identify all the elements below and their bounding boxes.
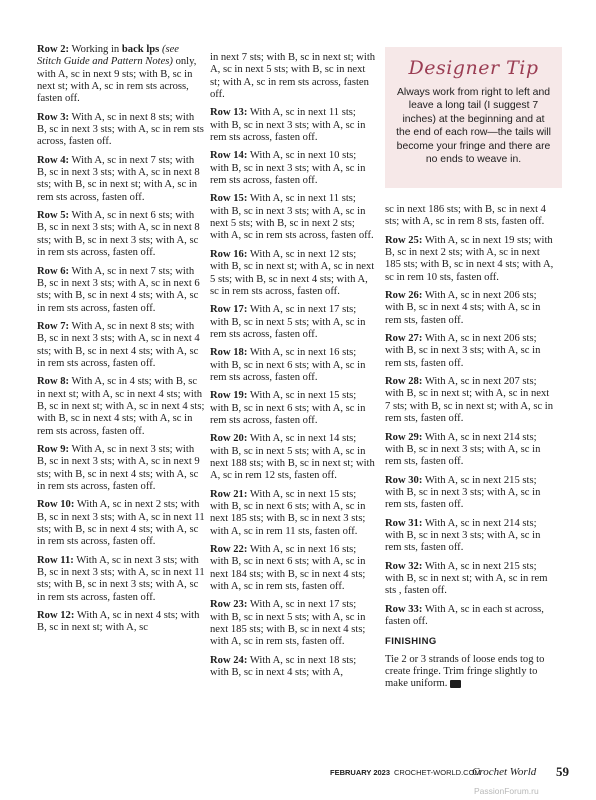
row-text: With A, sc in next 4 sts; with B, sc in next st; with A, sc <box>37 610 200 634</box>
row-label: Row 27: <box>385 333 423 345</box>
pattern-row <box>385 604 555 629</box>
page-footer <box>330 766 580 780</box>
pattern-row <box>37 555 205 604</box>
finishing-text: Tie 2 or 3 strands of loose ends tog to create fringe. Trim fringe slightly to make uniform. <box>385 653 545 690</box>
row-label: Row 14: <box>210 150 248 162</box>
pattern-row <box>37 376 205 438</box>
row-label: Row 33: <box>385 603 423 615</box>
pattern-row <box>210 390 376 427</box>
row-label: Row 8: <box>37 376 70 388</box>
row-text: (see Stitch Guide and Pattern Notes) <box>37 44 179 68</box>
row-text: With A, sc in next 15 sts; with B, sc in next 6 sts; with A, sc in next 185 sts; with B, sc in next 3 sts; with A, sc in rem 11 sts, fasten off. <box>210 488 366 537</box>
row-label: Row 21: <box>210 488 248 500</box>
pattern-row <box>210 150 376 187</box>
row-label: Row 2: <box>37 44 70 55</box>
end-mark-icon <box>450 680 461 688</box>
row-text: With A, sc in 4 sts; with B, sc in next st; with A, sc in next 4 sts; with B, sc in next st; with A, sc in next 4 sts; with B, sc in next 4 sts; with A, sc in rem sts across, fasten off. <box>37 376 205 437</box>
row-text: With A, sc in next 206 sts; with B, sc in next 4 sts; with A, sc in rem sts, fasten off. <box>385 290 541 326</box>
pattern-row <box>37 210 205 259</box>
text-column-right <box>385 204 555 697</box>
pattern-row <box>37 499 205 548</box>
row-label: Row 3: <box>37 111 70 123</box>
row-text: With A, sc in next 10 sts; with B, sc in next 3 sts; with A, sc in rem sts across, fasten off. <box>210 150 366 187</box>
row-label: Row 32: <box>385 560 423 572</box>
pattern-row <box>210 52 376 101</box>
row-label: Row 24: <box>210 654 248 666</box>
row-text: With A, sc in each st across, fasten off. <box>385 603 544 627</box>
row-label: Row 7: <box>37 320 70 332</box>
row-text: With A, sc in next 18 sts; with B, sc in next 4 sts; with A, <box>210 654 357 679</box>
row-label: Row 10: <box>37 499 75 511</box>
pattern-row <box>385 235 555 284</box>
pattern-row <box>210 489 376 538</box>
text-column-left <box>37 44 205 641</box>
row-label: Row 15: <box>210 193 248 205</box>
pattern-row <box>37 610 205 635</box>
pattern-row <box>210 304 376 341</box>
footer-issue-date: FEBRUARY 2023 <box>330 768 391 777</box>
row-label: Row 13: <box>210 107 248 119</box>
row-text: With A, sc in next 11 sts; with B, sc in next 3 sts; with A, sc in rem sts across, fasten off. <box>210 107 366 144</box>
row-label: Row 23: <box>210 599 248 611</box>
row-text: With A, sc in next 7 sts; with B, sc in next 3 sts; with A, sc in next 8 sts; with B, sc in next st; with A, sc in rem sts across, fasten off. <box>37 154 200 203</box>
designer-tip-title: Designer Tip <box>408 57 539 79</box>
pattern-row <box>385 204 555 229</box>
row-text: With A, sc in next 8 sts; with B, sc in next 3 sts; with A, sc in next 4 sts; with B, sc in next 4 sts; with A, sc in rem sts across, fasten off. <box>37 320 200 369</box>
row-text: With A, sc in next 214 sts; with B, sc in next 3 sts; with A, sc in rem sts, fasten off. <box>385 431 541 468</box>
row-label: Row 26: <box>385 290 423 302</box>
pattern-row <box>210 249 376 298</box>
row-text: Working in <box>69 44 122 55</box>
watermark: PassionForum.ru <box>474 786 539 796</box>
row-text: sc in next 186 sts; with B, sc in next 4 sts; with A, sc in rem 8 sts, fasten off. <box>385 204 546 228</box>
row-label: Row 30: <box>385 474 423 486</box>
pattern-row <box>385 432 555 469</box>
pattern-row <box>210 347 376 384</box>
pattern-row <box>385 561 555 598</box>
finishing-heading: FINISHING <box>385 636 437 648</box>
row-label: Row 22: <box>210 544 248 556</box>
pattern-row <box>210 599 376 648</box>
pattern-row <box>37 266 205 315</box>
pattern-row <box>385 518 555 555</box>
pattern-row <box>37 444 205 493</box>
row-text: With A, sc in next 3 sts; with B, sc in next 3 sts; with A, sc in next 11 sts; with B, sc in next 3 sts; with A, sc in rem sts across, fasten off. <box>37 554 205 603</box>
row-text: back lps <box>121 44 160 55</box>
row-label: Row 11: <box>37 554 74 566</box>
row-text: With A, sc in next 11 sts; with B, sc in next 3 sts; with A, sc in next 5 sts; with B, sc in next 2 sts; with A, sc in rem sts across, fasten off. <box>210 193 374 242</box>
row-text: With A, sc in next 206 sts; with B, sc in next 3 sts; with A, sc in rem sts, fasten off. <box>385 333 541 369</box>
row-label: Row 12: <box>37 610 75 622</box>
row-list <box>385 204 555 628</box>
pattern-row <box>210 544 376 593</box>
row-text: With A, sc in next 214 sts; with B, sc in next 3 sts; with A, sc in rem sts, fasten off. <box>385 517 541 554</box>
pattern-row <box>210 433 376 482</box>
row-text: With A, sc in next 16 sts; with B, sc in next 6 sts; with A, sc in next 184 sts; with B, sc in next 4 sts; with A, sc in rem sts, fasten off. <box>210 544 366 593</box>
row-text: With A, sc in next 207 sts; with B, sc in next st; with A, sc in next 7 sts; with B, sc in next st; with A, sc in rem sts, fasten off. <box>385 376 554 425</box>
pattern-row <box>210 193 376 242</box>
row-label: Row 6: <box>37 265 70 277</box>
designer-tip-box <box>385 47 562 188</box>
row-text: With A, sc in next 17 sts; with B, sc in next 5 sts; with A, sc in next 185 sts; with B, sc in next 4 sts; with A, sc in rem sts, fasten off. <box>210 599 366 648</box>
row-text: only, with A, sc in next 9 sts; with B, sc in next st; with A, sc in rem sts across, fasten off. <box>37 56 197 105</box>
pattern-row <box>37 155 205 204</box>
row-label: Row 18: <box>210 347 248 359</box>
row-label: Row 17: <box>210 304 248 316</box>
designer-tip-body: Always work from right to left and leave a long tail (I suggest 7 inches) at the beginning and at the end of each row—the tails will become your fringe and there are no ends to weave in. <box>396 87 551 166</box>
footer-magazine-name: Crochet World <box>472 766 537 778</box>
pattern-row <box>37 44 205 106</box>
row-text: With A, sc in next 14 sts; with B, sc in next 5 sts; with A, sc in next 188 sts; with B, sc in next st; with A, sc in rem 12 sts, fasten off. <box>210 433 375 482</box>
row-text: With A, sc in next 12 sts; with B, sc in next st; with A, sc in next 5 sts; with B, sc in next 4 sts; with A, sc in rem sts across, fasten off. <box>210 248 375 297</box>
row-text: With A, sc in next 17 sts; with B, sc in next 5 sts; with A, sc in rem sts across, fasten off. <box>210 304 366 340</box>
pattern-row <box>385 333 555 370</box>
pattern-row <box>37 112 205 149</box>
text-column-middle <box>210 52 376 685</box>
footer-website: CROCHET-WORLD.COM <box>394 768 481 777</box>
row-label: Row 31: <box>385 517 423 529</box>
row-text: With A, sc in next 215 sts; with B, sc in next 3 sts; with A, sc in rem sts, fasten off. <box>385 474 541 511</box>
pattern-row <box>210 655 376 680</box>
row-label: Row 19: <box>210 390 248 402</box>
row-label: Row 29: <box>385 431 423 443</box>
row-text: With A, sc in next 6 sts; with B, sc in next 3 sts; with A, sc in next 8 sts; with B, sc in next 3 sts; with A, sc in rem sts across, fasten off. <box>37 210 200 259</box>
row-text: With A, sc in next 8 sts; with B, sc in next 3 sts; with A, sc in rem sts across, fasten off. <box>37 111 204 148</box>
pattern-row <box>37 321 205 370</box>
page-number: 59 <box>556 764 569 779</box>
row-label: Row 16: <box>210 248 248 260</box>
row-label: Row 9: <box>37 443 70 455</box>
row-text: With A, sc in next 2 sts; with B, sc in next 3 sts; with A, sc in next 11 sts; with B, sc in next 4 sts; with A, sc in rem sts across, fasten off. <box>37 499 205 548</box>
row-text: With A, sc in next 19 sts; with B, sc in next 2 sts; with A, sc in next 185 sts; with B, sc in next 4 sts; with A, sc in rem 10 sts, fasten off. <box>385 234 554 283</box>
row-label: Row 5: <box>37 210 70 222</box>
row-label: Row 25: <box>385 234 423 246</box>
row-text: With A, sc in next 3 sts; with B, sc in next 3 sts; with A, sc in next 9 sts; with B, sc in next 4 sts; with A, sc in rem sts across, fasten off. <box>37 443 200 492</box>
row-text: With A, sc in next 16 sts; with B, sc in next 6 sts; with A, sc in rem sts across, fasten off. <box>210 347 366 383</box>
pattern-row <box>210 107 376 144</box>
pattern-row <box>385 376 555 425</box>
row-text: With A, sc in next 215 sts; with B, sc in next st; with A, sc in rem sts , fasten off. <box>385 560 548 597</box>
row-label: Row 28: <box>385 376 423 388</box>
row-text: With A, sc in next 15 sts; with B, sc in next 6 sts; with A, sc in rem sts across, fasten off. <box>210 390 366 426</box>
row-label: Row 20: <box>210 433 248 445</box>
pattern-row <box>385 475 555 512</box>
row-text: in next 7 sts; with B, sc in next st; with A, sc in next 5 sts; with B, sc in next st; with A, sc in rem sts across, fasten off. <box>210 52 376 101</box>
row-text: With A, sc in next 7 sts; with B, sc in next 3 sts; with A, sc in next 6 sts; with B, sc in next 4 sts; with A, sc in rem sts across, fasten off. <box>37 265 200 314</box>
pattern-row <box>385 290 555 327</box>
row-label: Row 4: <box>37 154 70 166</box>
